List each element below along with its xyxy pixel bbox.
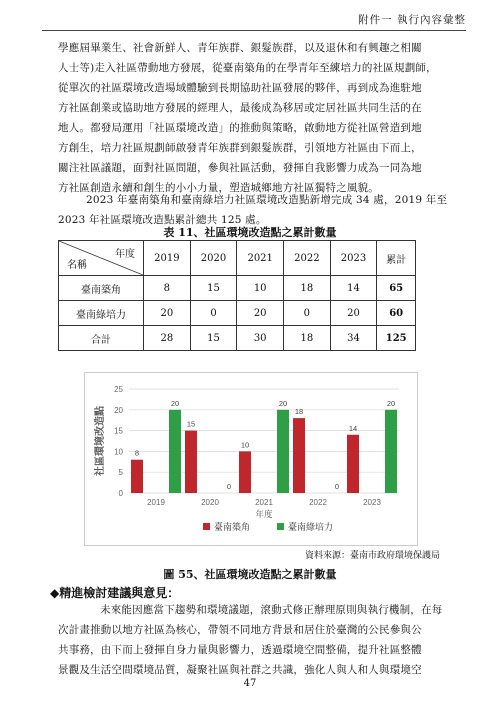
text-line: 共事務，由下而上發揮自身力量與影響力，透過環境空間整備，提升社區整體 — [58, 644, 422, 656]
data-label: 15 — [186, 419, 196, 429]
column-header: 2019 — [144, 241, 191, 276]
text-line: 次計畫推動以地方社區為核心，帶領不同地方背景和居住於臺灣的公民參與公 — [58, 624, 422, 636]
data-label: 18 — [294, 407, 304, 417]
table-cell: 18 — [284, 326, 331, 351]
table-cell: 20 — [237, 301, 284, 326]
data-label: 0 — [226, 482, 232, 491]
corner-name-label: 名稱 — [67, 260, 87, 271]
y-tick-label: 5 — [118, 468, 123, 478]
text-line: 方社區創造永續和創生的小小力量，塑造城鄉地方社區獨特之風貌。 — [58, 182, 379, 194]
bar — [239, 451, 251, 493]
corner-year-label: 年度 — [115, 249, 135, 260]
text-line: 從單次的社區環境改造場域體驗到長期協助社區發展的夥伴，再到成為進駐地 — [58, 82, 422, 94]
y-tick-label: 10 — [114, 447, 123, 457]
intro-paragraph — [58, 38, 466, 198]
column-header: 累計 — [377, 241, 416, 276]
table-cell: 0 — [284, 301, 331, 326]
total-cell: 60 — [377, 301, 416, 326]
table-cell: 0 — [190, 301, 237, 326]
x-tick-label: 2021 — [255, 498, 273, 507]
text-line: 地人。都發局運用「社區環境改造」的推動與策略，啟動地方從社區營造到地 — [58, 122, 422, 134]
y-axis-title: 社區環境改造點 — [95, 406, 106, 476]
table-header-row — [59, 241, 416, 276]
legend-swatch — [203, 523, 210, 530]
data-label: 14 — [348, 423, 358, 433]
table-cell: 15 — [190, 326, 237, 351]
figure-caption: 圖 55、社區環境改造點之累計數量 — [163, 568, 337, 581]
table-row — [59, 301, 416, 326]
data-label: 20 — [386, 398, 396, 408]
total-cell: 65 — [377, 276, 416, 301]
table-cell: 20 — [144, 301, 191, 326]
source-note: 資料來源：臺南市政府環境保護局 — [304, 551, 440, 561]
table-cell: 14 — [330, 276, 377, 301]
y-tick-label: 20 — [114, 405, 123, 415]
header-rule — [42, 30, 466, 31]
table-cell: 18 — [284, 276, 331, 301]
text-line: 方社區創業或協助地方發展的經理人，最後成為移居或定居社區共同生活的在 — [58, 102, 422, 114]
x-tick-label: 2020 — [201, 498, 219, 507]
x-tick-label: 2023 — [363, 498, 381, 507]
text-line: 未來能因應當下趨勢和環境議題，滾動式修正辦理原則與執行機制，在每 — [100, 604, 443, 616]
table-cell: 20 — [330, 301, 377, 326]
text-line: 人士等)走入社區帶動地方發展，從臺南築角的在學青年至練培力的社區規劃師， — [58, 62, 437, 74]
bar — [385, 410, 397, 493]
text-line: 關注社區議題，面對社區問題，參與社區活動，發揮自我影響力成為一同為地 — [58, 162, 422, 174]
x-axis-title: 年度 — [255, 510, 273, 520]
table-row — [59, 326, 416, 351]
x-tick-label: 2022 — [309, 498, 327, 507]
row-label: 臺南築角 — [59, 276, 144, 301]
column-header: 2022 — [284, 241, 331, 276]
y-tick-label: 15 — [114, 426, 123, 436]
table-corner-cell — [59, 241, 144, 276]
bar — [347, 435, 359, 493]
page-number: 47 — [243, 678, 257, 689]
table-caption: 表 11、社區環境改造點之累計數量 — [163, 226, 337, 239]
table-cell: 10 — [237, 276, 284, 301]
text-line: 2023 年社區環境改造點累計總共 125 處。 — [58, 214, 267, 226]
legend-label: 臺南綠培力 — [288, 523, 334, 533]
row-label: 合計 — [59, 326, 144, 351]
data-label: 0 — [334, 482, 340, 491]
table-cell: 30 — [237, 326, 284, 351]
column-header: 2021 — [237, 241, 284, 276]
text-line: 景觀及生活空間環境品質，凝聚社區與社群之共識，強化人與人和人與環境空 — [58, 664, 422, 676]
diamond-bullet-icon: ◆ — [50, 586, 60, 600]
y-tick-label: 0 — [118, 489, 123, 498]
legend-swatch — [277, 523, 284, 530]
running-header: 附件一 執行內容彙整 — [358, 14, 466, 26]
table-cell: 34 — [330, 326, 377, 351]
column-header: 2020 — [190, 241, 237, 276]
data-label: 20 — [170, 398, 180, 408]
legend-label: 臺南築角 — [214, 523, 251, 533]
row-label: 臺南綠培力 — [59, 301, 144, 326]
table-cell: 28 — [144, 326, 191, 351]
bar — [169, 410, 181, 493]
y-tick-label: 25 — [114, 385, 123, 394]
table-cell: 8 — [144, 276, 191, 301]
closing-paragraph — [58, 600, 466, 680]
bar — [293, 418, 305, 493]
bar — [277, 410, 289, 493]
column-header: 2023 — [330, 241, 377, 276]
bar — [185, 431, 197, 493]
table-row — [59, 276, 416, 301]
bar — [131, 460, 143, 493]
section-heading — [50, 584, 179, 601]
text-line: 2023 年臺南築角和臺南綠培力社區環境改造點新增完成 34 處，2019 年至 — [86, 194, 448, 206]
data-table — [58, 240, 416, 351]
table-cell: 15 — [190, 276, 237, 301]
section-title: 精進檢討建議與意見： — [59, 586, 180, 600]
total-cell: 125 — [377, 326, 416, 351]
data-label: 10 — [240, 440, 250, 450]
data-label: 8 — [134, 448, 140, 458]
text-line: 方創生，培力社區規劃師啟發青年族群到銀髮族群，引領地方社區由下而上， — [58, 142, 422, 154]
chart-frame — [84, 372, 418, 546]
text-line: 學應屆畢業生、社會新鮮人、青年族群、銀髮族群，以及退休和有興趣之相關 — [58, 42, 422, 54]
x-tick-label: 2019 — [147, 498, 165, 507]
bar-chart — [85, 373, 417, 545]
data-label: 20 — [278, 398, 288, 408]
